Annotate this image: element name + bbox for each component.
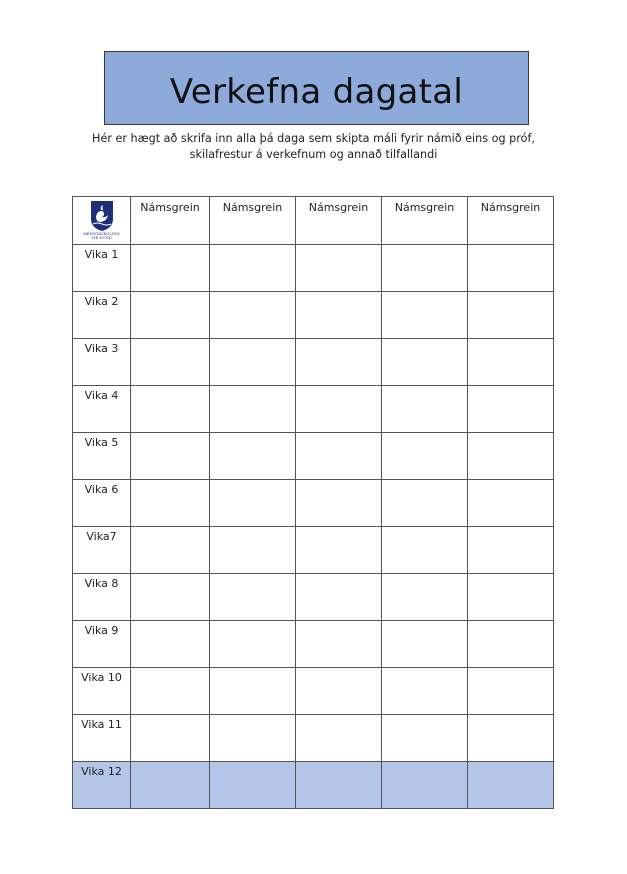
page-title: Verkefna dagatal bbox=[169, 72, 464, 112]
logo-cell bbox=[73, 197, 131, 245]
subject-header: Námsgrein bbox=[210, 197, 296, 245]
entry-cell[interactable] bbox=[210, 339, 296, 386]
entry-cell[interactable] bbox=[382, 386, 468, 433]
entry-cell[interactable] bbox=[131, 574, 210, 621]
entry-cell[interactable] bbox=[468, 715, 554, 762]
entry-cell[interactable] bbox=[468, 292, 554, 339]
entry-cell[interactable] bbox=[468, 527, 554, 574]
entry-cell[interactable] bbox=[131, 480, 210, 527]
header-row bbox=[73, 197, 554, 245]
entry-cell[interactable] bbox=[210, 386, 296, 433]
entry-cell[interactable] bbox=[296, 433, 382, 480]
week-row bbox=[73, 480, 554, 527]
week-label: Vika 5 bbox=[73, 433, 131, 480]
entry-cell[interactable] bbox=[382, 245, 468, 292]
entry-cell[interactable] bbox=[468, 339, 554, 386]
entry-cell[interactable] bbox=[382, 480, 468, 527]
entry-cell[interactable] bbox=[468, 574, 554, 621]
entry-cell[interactable] bbox=[131, 527, 210, 574]
week-label: Vika 10 bbox=[73, 668, 131, 715]
swan-logo-icon bbox=[89, 199, 115, 232]
entry-cell[interactable] bbox=[382, 668, 468, 715]
entry-cell[interactable] bbox=[382, 621, 468, 668]
subject-header: Námsgrein bbox=[296, 197, 382, 245]
entry-cell[interactable] bbox=[296, 527, 382, 574]
entry-cell[interactable] bbox=[296, 715, 382, 762]
entry-cell[interactable] bbox=[382, 339, 468, 386]
entry-cell[interactable] bbox=[382, 762, 468, 809]
week-label: Vika 4 bbox=[73, 386, 131, 433]
logo-text-line2: VIÐ SUND bbox=[91, 236, 112, 240]
entry-cell[interactable] bbox=[296, 668, 382, 715]
entry-cell[interactable] bbox=[468, 245, 554, 292]
week-row bbox=[73, 621, 554, 668]
entry-cell[interactable] bbox=[210, 433, 296, 480]
entry-cell[interactable] bbox=[210, 574, 296, 621]
entry-cell[interactable] bbox=[468, 433, 554, 480]
entry-cell[interactable] bbox=[210, 762, 296, 809]
entry-cell[interactable] bbox=[296, 574, 382, 621]
week-row bbox=[73, 245, 554, 292]
entry-cell[interactable] bbox=[468, 668, 554, 715]
entry-cell[interactable] bbox=[382, 715, 468, 762]
week-row bbox=[73, 292, 554, 339]
entry-cell[interactable] bbox=[131, 386, 210, 433]
week-label: Vika 2 bbox=[73, 292, 131, 339]
week-row bbox=[73, 574, 554, 621]
entry-cell[interactable] bbox=[296, 621, 382, 668]
entry-cell[interactable] bbox=[131, 433, 210, 480]
entry-cell[interactable] bbox=[131, 339, 210, 386]
entry-cell[interactable] bbox=[382, 527, 468, 574]
title-banner bbox=[104, 51, 529, 125]
week-row bbox=[73, 433, 554, 480]
entry-cell[interactable] bbox=[131, 668, 210, 715]
entry-cell[interactable] bbox=[131, 621, 210, 668]
entry-cell[interactable] bbox=[210, 621, 296, 668]
subject-header: Námsgrein bbox=[382, 197, 468, 245]
week-row bbox=[73, 527, 554, 574]
entry-cell[interactable] bbox=[296, 245, 382, 292]
entry-cell[interactable] bbox=[468, 762, 554, 809]
week-label: Vika 11 bbox=[73, 715, 131, 762]
week-label: Vika 9 bbox=[73, 621, 131, 668]
entry-cell[interactable] bbox=[210, 668, 296, 715]
entry-cell[interactable] bbox=[210, 527, 296, 574]
entry-cell[interactable] bbox=[131, 715, 210, 762]
entry-cell[interactable] bbox=[131, 292, 210, 339]
entry-cell[interactable] bbox=[468, 386, 554, 433]
week-row bbox=[73, 386, 554, 433]
entry-cell[interactable] bbox=[382, 433, 468, 480]
subject-header: Námsgrein bbox=[131, 197, 210, 245]
entry-cell[interactable] bbox=[131, 245, 210, 292]
entry-cell[interactable] bbox=[296, 480, 382, 527]
entry-cell[interactable] bbox=[296, 386, 382, 433]
entry-cell[interactable] bbox=[468, 621, 554, 668]
week-label: Vika 8 bbox=[73, 574, 131, 621]
week-row bbox=[73, 339, 554, 386]
entry-cell[interactable] bbox=[210, 292, 296, 339]
entry-cell[interactable] bbox=[210, 480, 296, 527]
entry-cell[interactable] bbox=[131, 762, 210, 809]
task-calendar-table bbox=[72, 196, 554, 809]
week-row-highlighted bbox=[73, 762, 554, 809]
week-label: Vika 12 bbox=[73, 762, 131, 809]
entry-cell[interactable] bbox=[468, 480, 554, 527]
logo-text-line1: MENNTASKÓLINN bbox=[83, 232, 120, 236]
week-row bbox=[73, 668, 554, 715]
subject-header: Námsgrein bbox=[468, 197, 554, 245]
intro-text: Hér er hægt að skrifa inn alla þá daga sem skipta máli fyrir námið eins og próf, skilafrestur á verkefnum og annað tilfallandi bbox=[92, 132, 535, 161]
entry-cell[interactable] bbox=[382, 292, 468, 339]
school-logo bbox=[83, 199, 120, 240]
entry-cell[interactable] bbox=[210, 245, 296, 292]
week-row bbox=[73, 715, 554, 762]
entry-cell[interactable] bbox=[296, 762, 382, 809]
entry-cell[interactable] bbox=[296, 339, 382, 386]
week-label: Vika 3 bbox=[73, 339, 131, 386]
week-label: Vika 6 bbox=[73, 480, 131, 527]
entry-cell[interactable] bbox=[210, 715, 296, 762]
entry-cell[interactable] bbox=[296, 292, 382, 339]
week-label: Vika 1 bbox=[73, 245, 131, 292]
week-label: Vika7 bbox=[73, 527, 131, 574]
entry-cell[interactable] bbox=[382, 574, 468, 621]
